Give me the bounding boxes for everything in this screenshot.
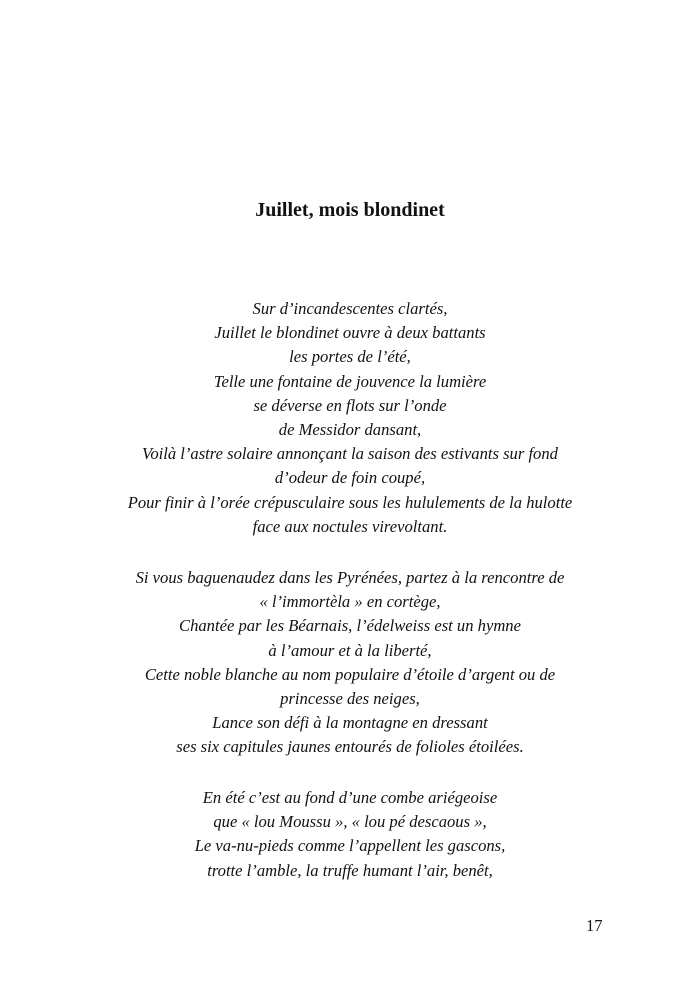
poem-line: les portes de l’été, [289, 347, 411, 367]
stanza-3 [0, 786, 700, 883]
page-number: 17 [586, 916, 603, 935]
poem-line: Si vous baguenaudez dans les Pyrénées, partez à la rencontre de [135, 568, 565, 587]
stanza-1 [0, 297, 700, 539]
stanza-2 [0, 566, 700, 760]
poem-line: princesse des neiges, [280, 689, 420, 709]
poem-line: Pour finir à l’orée crépusculaire sous les hululements de la hulotte [127, 492, 573, 512]
poem-line: Voilà l’astre solaire annonçant la saison des estivants sur fond [142, 444, 558, 464]
poem-line: « l’immortèla » en cortège, [259, 592, 441, 612]
poem-line: Cette noble blanche au nom populaire d’étoile d’argent ou de [144, 664, 556, 684]
poem-line: à l’amour et à la liberté, [268, 640, 432, 660]
poem-line: Lance son défi à la montagne en dressant [212, 713, 488, 733]
poem-line: Telle une fontaine de jouvence la lumière [213, 371, 487, 391]
poem-line: Sur d’incandescentes clartés, [252, 299, 448, 318]
poem-line: Le va-nu-pieds comme l’appellent les gascons, [194, 836, 506, 856]
poem-line: que « lou Moussu », « lou pé descaous », [213, 812, 487, 832]
poem-line: Chantée par les Béarnais, l’édelweiss est un hymne [179, 616, 521, 636]
poem-line: ses six capitules jaunes entourés de folioles étoilées. [176, 737, 524, 757]
poem-line: trotte l’amble, la truffe humant l’air, benêt, [207, 860, 493, 880]
poem-line: Juillet le blondinet ouvre à deux battants [214, 323, 486, 343]
poem-line: de Messidor dansant, [278, 420, 422, 440]
poem-line: En été c’est au fond d’une combe ariégeoise [202, 788, 498, 807]
poem-line: se déverse en flots sur l’onde [253, 395, 447, 415]
poem-line: d’odeur de foin coupé, [274, 468, 426, 488]
poem-line: face aux noctules virevoltant. [252, 516, 448, 536]
poem-title: Juillet, mois blondinet [255, 199, 445, 221]
